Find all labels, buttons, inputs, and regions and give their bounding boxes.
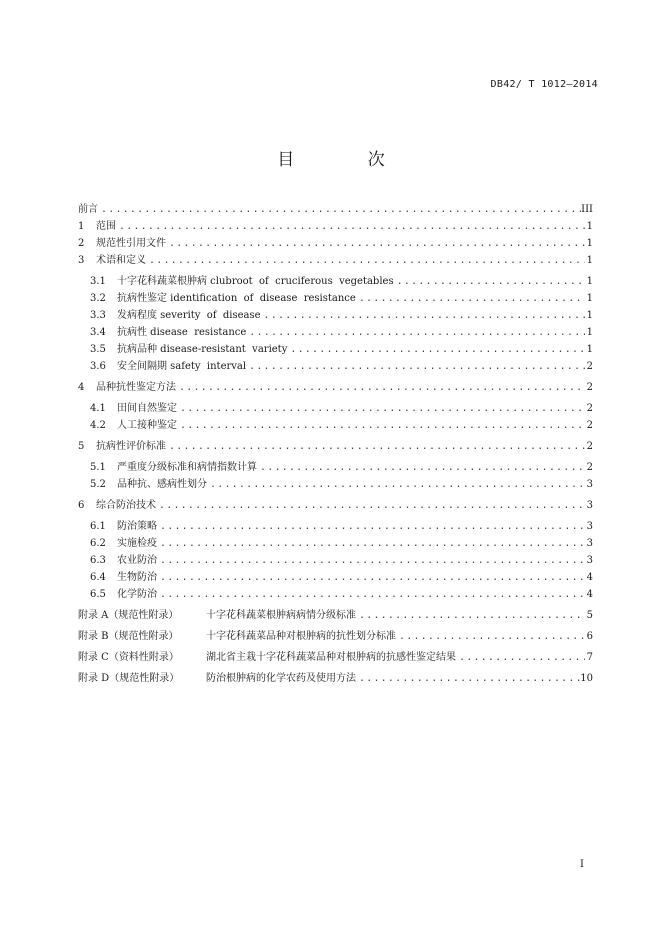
toc-entry-page: 7 xyxy=(586,652,593,663)
toc-entry-number: 附录 C（资料性附录） xyxy=(78,652,179,663)
toc-entry-title: 术语和定义 xyxy=(96,255,146,266)
toc-entry[interactable] xyxy=(78,517,593,534)
toc-entry-number: 3.6 xyxy=(90,361,106,372)
toc-entry[interactable] xyxy=(78,272,593,289)
toc-entry[interactable] xyxy=(78,568,593,585)
toc-leader-dots xyxy=(287,344,585,355)
toc-entry-page: 2 xyxy=(586,361,593,372)
toc-entry-title: 前言 xyxy=(78,204,98,215)
toc-entry-page: 3 xyxy=(586,538,593,549)
toc-entry-number: 3.5 xyxy=(90,344,106,355)
toc-entry-number: 4.1 xyxy=(90,403,106,414)
toc-entry[interactable] xyxy=(78,357,593,374)
toc-entry-title: 十字花科蔬菜根肿病病情分级标准 xyxy=(206,610,356,621)
toc-entry-title: 抗病性 disease resistance xyxy=(117,327,247,338)
toc-entry-title: 湖北省主栽十字花科蔬菜品种对根肿病的抗感性鉴定结果 xyxy=(206,652,456,663)
toc-entry-number: 3 xyxy=(78,255,85,266)
toc-entry-page: 1 xyxy=(586,238,593,249)
toc-entry-page: 3 xyxy=(586,500,593,511)
toc-entry-title: 生物防治 xyxy=(117,572,157,583)
toc-entry-number: 1 xyxy=(78,221,85,232)
toc-entry-number: 5.1 xyxy=(90,462,106,473)
toc-entry-number: 3.4 xyxy=(90,327,106,338)
toc-entry-number: 3.2 xyxy=(90,293,106,304)
toc-leader-dots xyxy=(157,589,585,600)
toc-leader-dots xyxy=(116,221,585,232)
toc-entry-page: III xyxy=(581,204,593,215)
toc-leader-dots xyxy=(257,462,585,473)
toc-entry-title: 范围 xyxy=(96,221,116,232)
toc-leader-dots xyxy=(157,572,585,583)
toc-leader-dots xyxy=(157,555,585,566)
toc-entry-number: 附录 D（规范性附录） xyxy=(78,673,180,684)
toc-leader-dots xyxy=(396,631,585,642)
toc-entry[interactable] xyxy=(78,648,593,665)
toc-entry-title: 安全间隔期 safety interval xyxy=(117,361,247,372)
toc-entry[interactable] xyxy=(78,606,593,623)
toc-leader-dots xyxy=(146,255,585,266)
toc-entry-page: 10 xyxy=(580,673,593,684)
toc-entry-number: 6.1 xyxy=(90,521,106,532)
toc-entry-page: 3 xyxy=(586,479,593,490)
toc-entry-number: 3.3 xyxy=(90,310,106,321)
toc-entry[interactable] xyxy=(78,399,593,416)
toc-entry[interactable] xyxy=(78,340,593,357)
toc-entry[interactable] xyxy=(78,416,593,433)
toc-entry-page: 1 xyxy=(586,327,593,338)
toc-leader-dots xyxy=(157,538,585,549)
toc-leader-dots xyxy=(166,238,585,249)
toc-leader-dots xyxy=(246,327,585,338)
toc-entry-page: 2 xyxy=(586,441,593,452)
toc-entry[interactable] xyxy=(78,306,593,323)
toc-entry-title: 综合防治技术 xyxy=(96,500,156,511)
toc-leader-dots xyxy=(156,500,585,511)
toc-entry[interactable] xyxy=(78,234,593,251)
toc-entry-number: 6.4 xyxy=(90,572,106,583)
toc-entry-number: 4 xyxy=(78,382,85,393)
toc-entry[interactable] xyxy=(78,496,593,513)
toc-entry-page: 4 xyxy=(586,572,593,583)
page-title: 目 次 xyxy=(277,150,419,170)
toc-leader-dots xyxy=(261,310,585,321)
toc-entry-page: 4 xyxy=(586,589,593,600)
toc-leader-dots xyxy=(246,361,585,372)
toc-leader-dots xyxy=(456,652,585,663)
toc-entry-number: 2 xyxy=(78,238,85,249)
toc-entry-title: 实施检疫 xyxy=(117,538,157,549)
toc-entry-page: 2 xyxy=(586,382,593,393)
toc-entry-title: 规范性引用文件 xyxy=(96,238,166,249)
toc-entry-title: 化学防治 xyxy=(117,589,157,600)
toc-entry-title: 农业防治 xyxy=(117,555,157,566)
toc-entry-page: 1 xyxy=(586,293,593,304)
toc-entry-page: 5 xyxy=(586,610,593,621)
toc-entry-title: 品种抗性鉴定方法 xyxy=(96,382,176,393)
toc-entry-page: 6 xyxy=(586,631,593,642)
toc-entry[interactable] xyxy=(78,534,593,551)
toc-entry[interactable] xyxy=(78,378,593,395)
toc-entry-title: 田间自然鉴定 xyxy=(117,403,177,414)
toc-entry-title: 十字花科蔬菜品种对根肿病的抗性划分标准 xyxy=(206,631,396,642)
toc-entry-number: 6.2 xyxy=(90,538,106,549)
toc-entry-title: 严重度分级标准和病情指数计算 xyxy=(117,462,257,473)
toc-entry-page: 2 xyxy=(586,462,593,473)
toc-entry-title: 防治策略 xyxy=(117,521,157,532)
toc-entry-page: 3 xyxy=(586,521,593,532)
toc-leader-dots xyxy=(177,420,585,431)
document-code: DB42/ T 1012—2014 xyxy=(490,79,598,90)
toc-leader-dots xyxy=(177,403,585,414)
toc-leader-dots xyxy=(98,204,581,215)
toc-entry-number: 6.3 xyxy=(90,555,106,566)
toc-entry[interactable] xyxy=(78,200,593,217)
toc-entry-number: 附录 B（规范性附录） xyxy=(78,631,179,642)
toc-leader-dots xyxy=(356,673,580,684)
toc-entry-title: 抗病性评价标准 xyxy=(96,441,166,452)
toc-leader-dots xyxy=(157,521,585,532)
page-number: I xyxy=(580,859,584,870)
toc-entry-number: 附录 A（规范性附录） xyxy=(78,610,179,621)
toc-entry-page: 1 xyxy=(586,255,593,266)
toc-entry-title: 防治根肿病的化学农药及使用方法 xyxy=(206,673,356,684)
toc-entry-title: 品种抗、感病性划分 xyxy=(117,479,207,490)
toc-leader-dots xyxy=(207,479,585,490)
toc-entry-number: 6 xyxy=(78,500,85,511)
toc-entry-number: 3.1 xyxy=(90,276,106,287)
toc-entry-number: 5 xyxy=(78,441,85,452)
toc-entry-page: 1 xyxy=(586,344,593,355)
toc-entry-page: 1 xyxy=(586,221,593,232)
toc-entry-title: 抗病品种 disease-resistant variety xyxy=(117,344,288,355)
toc-leader-dots xyxy=(166,441,585,452)
toc-entry-number: 6.5 xyxy=(90,589,106,600)
toc-entry-page: 3 xyxy=(586,555,593,566)
toc-entry[interactable] xyxy=(78,217,593,234)
toc-entry[interactable] xyxy=(78,627,593,644)
toc-entry-page: 1 xyxy=(586,276,593,287)
toc-entry-page: 2 xyxy=(586,403,593,414)
toc-entry-title: 十字花科蔬菜根肿病 clubroot of cruciferous vegetables xyxy=(117,276,394,287)
toc-leader-dots xyxy=(394,276,585,287)
toc-entry-title: 抗病性鉴定 identification of disease resistance xyxy=(117,293,356,304)
toc-leader-dots xyxy=(176,382,585,393)
toc-entry-number: 5.2 xyxy=(90,479,106,490)
toc-entry-title: 发病程度 severity of disease xyxy=(117,310,261,321)
toc-leader-dots xyxy=(356,610,585,621)
toc-entry[interactable] xyxy=(78,323,593,340)
toc-entry-page: 1 xyxy=(586,310,593,321)
toc-entry[interactable] xyxy=(78,475,593,492)
toc-entry[interactable] xyxy=(78,551,593,568)
toc-entry[interactable] xyxy=(78,437,593,454)
toc-leader-dots xyxy=(356,293,585,304)
table-of-contents xyxy=(78,200,593,686)
toc-entry[interactable] xyxy=(78,251,593,268)
toc-entry[interactable] xyxy=(78,669,593,686)
toc-entry[interactable] xyxy=(78,289,593,306)
toc-entry[interactable] xyxy=(78,585,593,602)
toc-entry-number: 4.2 xyxy=(90,420,106,431)
toc-entry[interactable] xyxy=(78,458,593,475)
toc-entry-title: 人工接种鉴定 xyxy=(117,420,177,431)
toc-entry-page: 2 xyxy=(586,420,593,431)
